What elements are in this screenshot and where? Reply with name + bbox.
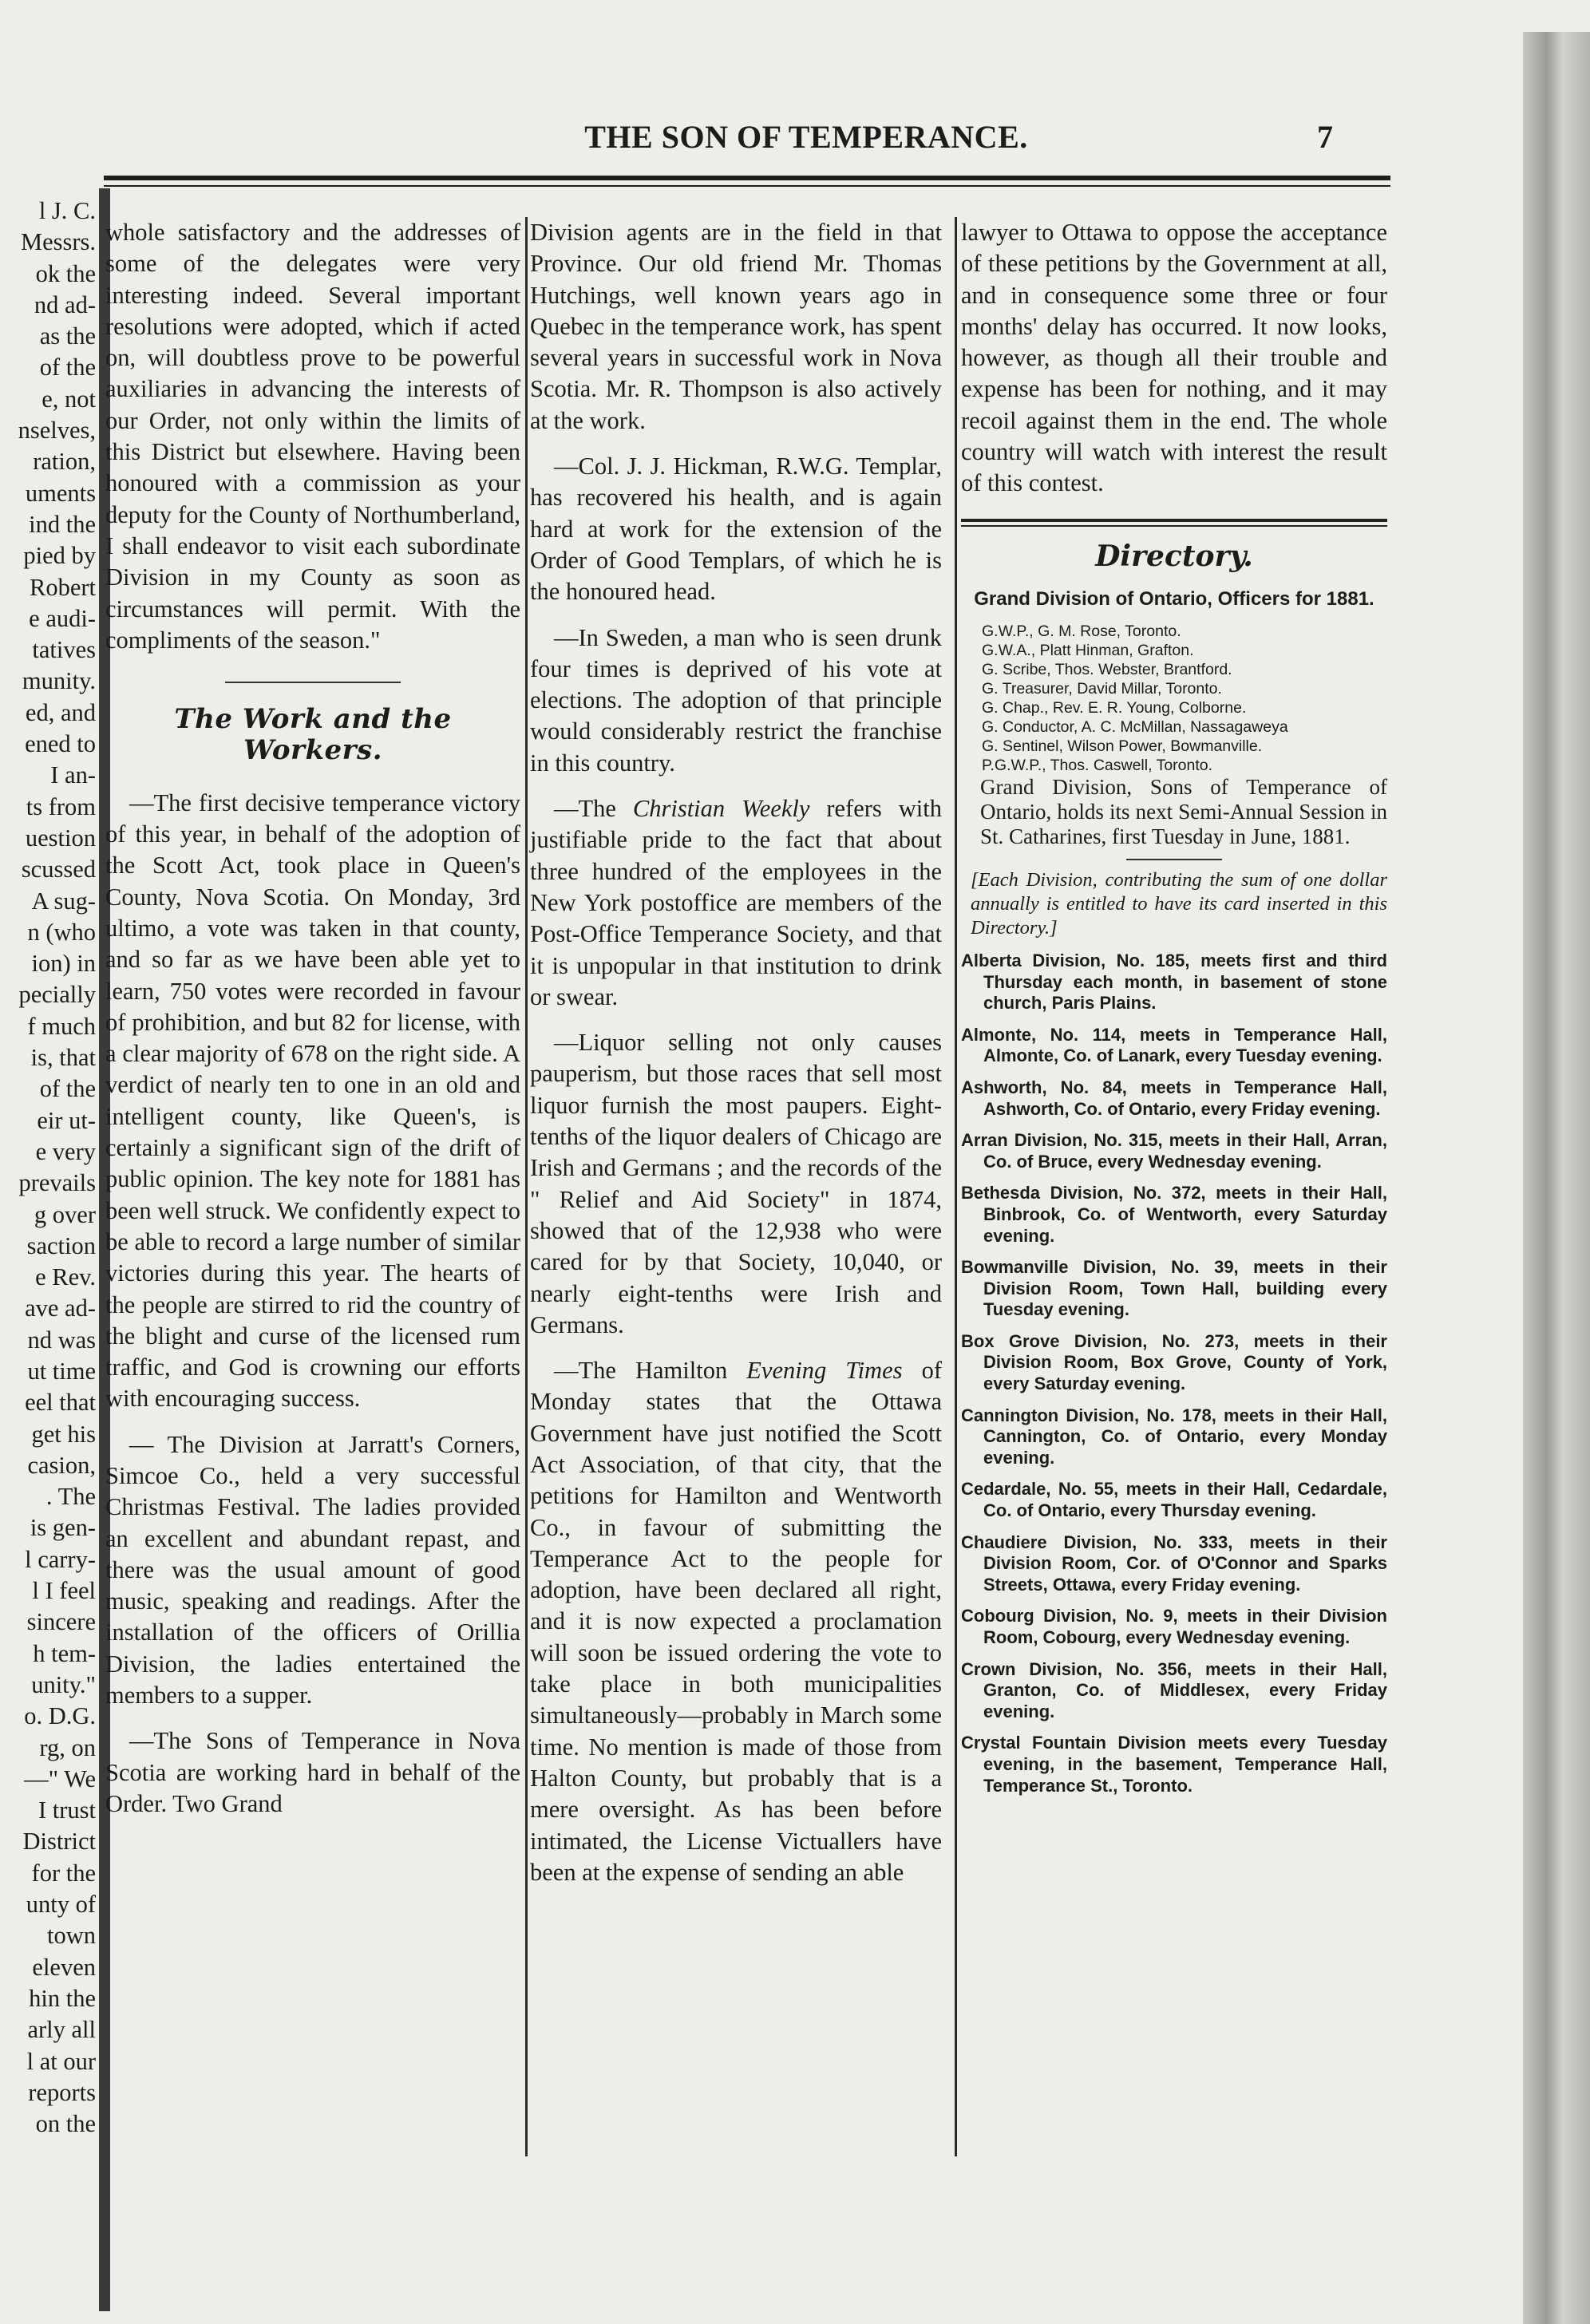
bleed-line: g over (34, 1200, 96, 1228)
text-run: —The (554, 795, 633, 823)
bleed-line: ok the (35, 259, 96, 287)
bleed-line: pied by (23, 542, 96, 570)
bleed-line: hin the (29, 1984, 96, 2012)
division-entry-details: Cedardale, Co. of Ontario, every Thursday evening. (983, 1479, 1387, 1521)
bleed-line: casion, (27, 1451, 96, 1479)
article-paragraph: — The Division at Jarratt's Corners, Simcoe Co., held a very successful Christmas Festival. The ladies provided an excellent and abundant repast, and there was the usual amount of good music, speaking and readings. After the installation of the officers of Orillia Division, the ladies entertained the members to a supper. (105, 1430, 520, 1709)
division-entry (961, 1077, 1387, 1120)
bleed-line: eir ut- (37, 1106, 96, 1134)
bleed-line: . The (45, 1483, 96, 1511)
bleed-line: ut time (27, 1357, 96, 1385)
bleed-line: I an- (50, 761, 96, 789)
section-heading: The Work and the Workers. (174, 703, 452, 767)
bleed-line: reports (28, 2078, 96, 2106)
bleed-line: nd ad- (34, 290, 96, 318)
directory-title: Directory. (1095, 539, 1253, 573)
division-entry-lead: Cobourg Division, No. 9, meets in their (961, 1606, 1310, 1626)
division-entry (961, 1405, 1387, 1469)
bleed-line: l carry- (25, 1545, 96, 1573)
bleed-line: unty of (26, 1891, 96, 1919)
article-paragraph: —In Sweden, a man who is seen drunk four times is deprived of his vote at elections. The adoption of that principle would considerably restrict the franchise in this country. (530, 623, 942, 777)
bleed-line: l at our (26, 2047, 96, 2075)
publication-name: Christian Weekly (632, 795, 810, 823)
division-entry-lead: Alberta Division, No. 185, meets first (961, 950, 1295, 970)
bleed-line: unity." (31, 1670, 96, 1698)
division-entry (961, 1532, 1387, 1596)
bleed-line: District (22, 1828, 96, 1856)
letter-conclusion: whole satisfactory and the addresses of some of the delegates were very interesting indeed. Several important resolutions were adopted, which if acted on, will doubtless prove to be powerful auxiliaries in advancing the interests of our Order, not only within the limits of this District but elsewhere. Having been honoured with a commission as your deputy for the County of Northumberland, I shall endeavor to visit each subordinate Division in my County as soon as circumstances will permit. With the compliments of the season." (105, 219, 520, 654)
division-entry-lead: Almonte, No. 114, meets in Temperance (961, 1024, 1336, 1045)
directory-note: [Each Division, contributing the sum of one dollar annually is entitled to have its card inserted in this Directory.] (971, 868, 1387, 939)
bleed-line: l I feel (32, 1577, 96, 1605)
bleed-line: arly all (27, 2016, 96, 2044)
bleed-line: Messrs. (20, 228, 96, 256)
bleed-line: —" We (24, 1765, 96, 1792)
bleed-line: nd was (27, 1326, 96, 1354)
bleed-line: h tem- (33, 1639, 96, 1667)
bleed-line: uments (25, 479, 96, 507)
bleed-line: saction (26, 1231, 96, 1259)
session-notice: Grand Division, Sons of Temperance of Ontario, holds its next Semi-Annual Session in St. Catharines, first Tuesday in June, 1881. (980, 774, 1387, 848)
bleed-line: tatives (32, 636, 96, 664)
officer-entry: G. Chap., Rev. E. R. Young, Colborne. (982, 698, 1247, 717)
header-rule-thin (104, 185, 1390, 187)
directory-rule-thin (961, 525, 1387, 527)
division-entry-lead: Chaudiere Division, No. 333, meets in (961, 1532, 1333, 1552)
section-divider (225, 682, 401, 683)
article-paragraph: —Liquor selling not only causes pauperism, but those races that sell most liquor furnish the most paupers. Eight-tenths of the liquor dealers of Chicago are Irish and Germans ; and the records of the " Relief and Aid Society" in 1874, showed that of the 12,938 who were cared for by that Society, 10,040, or nearly eight-tenths were Irish and Germans. (530, 1029, 942, 1338)
division-entry-details: Hall, Ashworth, Co. of Ontario, every Friday evening. (983, 1077, 1387, 1119)
directory-heading: Grand Division of Ontario, Officers for 1881. (974, 587, 1374, 610)
division-entry-lead: Bethesda Division, No. 372, meets in (961, 1183, 1292, 1204)
officer-entry: G.W.A., Platt Hinman, Grafton. (982, 641, 1194, 659)
division-entry-details: Hall, Granton, Co. of Middlesex, every Friday evening. (983, 1658, 1387, 1721)
officer-list (961, 622, 1387, 775)
officer-entry: G. Sentinel, Wilson Power, Bowmanville. (982, 737, 1263, 755)
text-run: refers with justifiable pride to the fact that about three hundred of the employees in the New York postoffice are members of the Post-Office Temperance Society, and that it is unpopular in that institution to drink or swear. (530, 795, 943, 1010)
division-entry-lead: Box Grove Division, No. 273, meets in (961, 1330, 1335, 1351)
division-entry-lead: Bowmanville Division, No. 39, meets in (961, 1257, 1335, 1278)
bleed-line: l J. C. (38, 197, 96, 224)
column-rule-2 (955, 217, 957, 2156)
division-entry-details: Tuesday evening, in the basement, Temperance Hall, Temperance St., Toronto. (983, 1733, 1387, 1796)
article-paragraph: Division agents are in the field in that Province. Our old friend Mr. Thomas Hutchings, well known years ago in Quebec in the temperance work, has spent several years in successful work in Nova Scotia. Mr. R. Thompson is also actively at the work. (530, 219, 942, 434)
bleed-line: get his (31, 1420, 96, 1448)
division-entry (961, 1130, 1387, 1172)
bleed-line: eleven (32, 1953, 96, 1981)
directory-rule-thick (961, 519, 1387, 522)
division-entry-details: their Division Room, Cor. of O'Connor and Sparks Streets, Ottawa, every Friday evening. (983, 1532, 1387, 1595)
bleed-line: A sug- (31, 887, 96, 915)
column-1 (105, 217, 520, 1820)
division-entry-details: their Hall, Cannington, Co. of Ontario, every Monday evening. (983, 1405, 1387, 1468)
bleed-line: prevails (18, 1169, 96, 1197)
bleed-line: e, not (42, 385, 96, 413)
page-edge-shadow (1523, 32, 1590, 2324)
division-entry (961, 1479, 1387, 1521)
division-entry (961, 1606, 1387, 1648)
bleed-line: ind the (29, 510, 96, 538)
bleed-line: sincere (26, 1608, 96, 1636)
division-entry (961, 1733, 1387, 1796)
bleed-line: eel that (25, 1389, 96, 1417)
article-paragraph: —The Sons of Temperance in Nova Scotia are working hard in behalf of the Order. Two Grand (105, 1727, 520, 1817)
bleed-line: Robert (29, 573, 96, 601)
division-entry-lead: Cedardale, No. 55, meets in their Hall, (961, 1479, 1291, 1500)
division-entry-details: their Division Room, Town Hall, building every Tuesday evening. (983, 1257, 1387, 1320)
officer-entry: G. Conductor, A. C. McMillan, Nassagaweya (982, 717, 1288, 736)
division-entry-details: and third Thursday each month, in basement of stone church, Paris Plains. (983, 950, 1387, 1014)
division-entry (961, 1659, 1387, 1723)
publication-name: Evening Times (746, 1357, 903, 1385)
bleed-line: uestion (25, 824, 96, 852)
bleed-line: ed, and (25, 698, 96, 726)
division-entry-lead: Ashworth, No. 84, meets in Temperance (961, 1077, 1337, 1097)
bleed-line: munity. (22, 667, 96, 695)
division-entry-lead: Arran Division, No. 315, meets in their (961, 1130, 1287, 1151)
officer-entry: G. Treasurer, David Millar, Toronto. (982, 679, 1222, 698)
officer-entry: P.G.W.P., Thos. Caswell, Toronto. (982, 756, 1213, 774)
bleed-line: is, that (30, 1044, 96, 1072)
bleed-line: e audi- (29, 604, 96, 632)
division-entry-details: Hall, Arran, Co. of Bruce, every Wednesday evening. (983, 1130, 1387, 1172)
article-paragraph: lawyer to Ottawa to oppose the acceptance of these petitions by the Government at all, and in consequence some three or four months' delay has occurred. It now looks, however, as though all their trouble and expense has been for nothing, and it may recoil against them in the end. The whole country will watch with interest the result of this contest. (961, 219, 1387, 497)
officer-entry: G.W.P., G. M. Rose, Toronto. (982, 622, 1181, 640)
publication-title: THE SON OF TEMPERANCE. (584, 119, 1028, 155)
header-rule-thick (104, 176, 1390, 180)
bleed-line: town (47, 1922, 96, 1950)
directory-divider (1126, 859, 1222, 860)
bleed-line: ration, (33, 448, 96, 476)
bleed-line: e very (35, 1137, 96, 1165)
bleed-line: ave ad- (25, 1294, 96, 1322)
bleed-line: of the (39, 1075, 96, 1103)
division-entry-lead: Crystal Fountain Division meets every (961, 1733, 1306, 1753)
bleed-line: on the (35, 2110, 96, 2138)
division-list (961, 951, 1387, 1796)
bleed-line: scussed (21, 856, 96, 883)
bleed-line: pecially (18, 981, 96, 1009)
bleed-line: f much (27, 1012, 96, 1040)
text-run: —The Hamilton (554, 1357, 747, 1385)
division-entry-details: their Hall, Binbrook, Co. of Wentworth, every Saturday evening. (983, 1183, 1387, 1246)
running-head (104, 118, 1397, 169)
article-paragraph: —The first decisive temperance victory of this year, in behalf of the adoption of the Scott Act, took place in Queen's County, Nova Scotia. On Monday, 3rd ultimo, a vote was taken in that county, and so far as we have been able yet to learn, 750 votes were recorded in favour of prohibition, and but 82 for license, with a clear majority of 678 on the right side. A verdict of nearly ten to one in an old and intelligent county, like Queen's, is certainly a significant sign of the drift of public opinion. The key note for 1881 has been well struck. We confidently expect to be able to record a large number of similar victories during this year. The hearts of the people are stirred to rid the country of the blight and curse of the licensed rum traffic, and God is crowning our efforts with encouraging success. (105, 788, 520, 1413)
column-rule-1 (525, 217, 528, 2156)
bleed-line: e Rev. (35, 1263, 96, 1291)
bleed-line: ened to (25, 730, 96, 758)
division-entry (961, 1257, 1387, 1321)
division-entry-lead: Crown Division, No. 356, meets in their (961, 1658, 1337, 1679)
article-paragraph: —Col. J. J. Hickman, R.W.G. Templar, has recovered his health, and is again hard at work for the extension of the Order of Good Templars, of which he is the honoured head. (530, 453, 942, 606)
division-entry-details: their Division Room, Box Grove, County of York, every Saturday evening. (983, 1330, 1387, 1394)
division-entry-details: Division Room, Cobourg, every Wednesday evening. (983, 1606, 1387, 1647)
bleed-line: I trust (38, 1796, 96, 1824)
bleed-line: is gen- (30, 1514, 96, 1542)
bleed-line: n (who (27, 918, 96, 946)
bleed-line: for the (31, 1859, 96, 1887)
bleed-line: of the (39, 354, 96, 381)
bleed-line: as the (39, 322, 96, 350)
bleed-line: nselves, (18, 417, 96, 445)
column-3 (961, 217, 1387, 1796)
division-entry-lead: Cannington Division, No. 178, meets in (961, 1405, 1298, 1425)
article-paragraph (530, 793, 942, 1013)
text-run: of Monday states that the Ottawa Government have just notified the Scott Act Association, of that city, that the petitions for Hamilton and Wentworth Co., in favour of submitting the Temperance Act to the people for adoption, have been declared all right, and it is now expected a proclamation will soon be issued ordering the vote to take place in both municipalities simultaneously—probably in March some time. No mention is made of those from Halton County, but probably that is a mere oversight. As has been before intimated, the License Victuallers have been at the expense of sending an able (530, 1357, 942, 1886)
page-number: 7 (1317, 119, 1333, 155)
adjacent-page-bleed (0, 196, 96, 2223)
division-entry (961, 1183, 1387, 1247)
division-entry (961, 1025, 1387, 1067)
bleed-line: ts from (26, 792, 96, 820)
division-entry (961, 1331, 1387, 1395)
division-entry (961, 951, 1387, 1014)
bleed-line: rg, on (39, 1733, 96, 1761)
bleed-line: o. D.G. (24, 1702, 96, 1730)
column-2 (530, 217, 942, 1888)
bleed-line: ion) in (31, 950, 96, 978)
officer-entry: G. Scribe, Thos. Webster, Brantford. (982, 660, 1232, 678)
division-entry-details: Hall, Almonte, Co. of Lanark, every Tuesday evening. (983, 1024, 1387, 1066)
article-paragraph (530, 1355, 942, 1888)
